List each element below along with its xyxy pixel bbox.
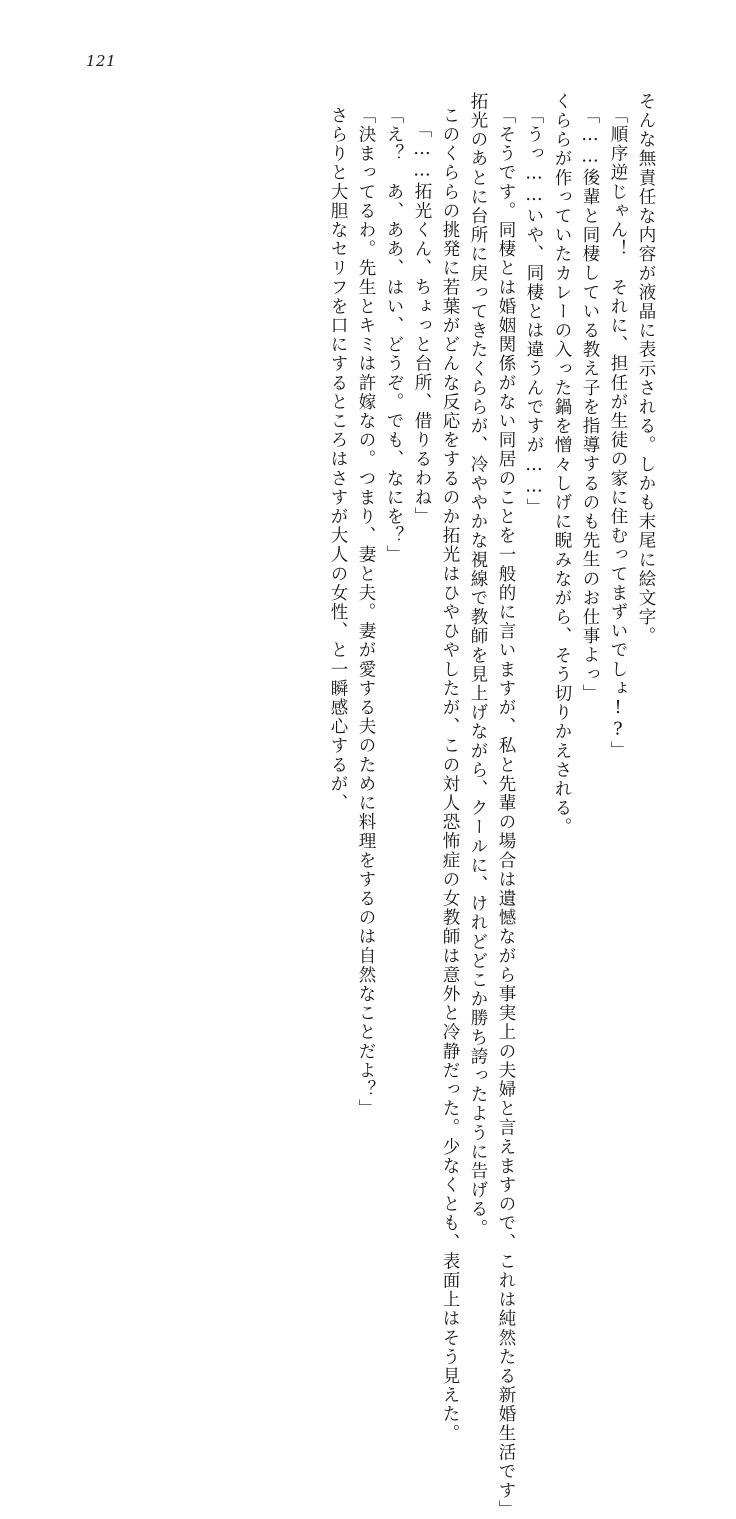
text-column: 「うっ……いや、同棲とは違うんですが……」: [524, 106, 544, 518]
text-column: 拓光のあとに台所に戻ってきたくららが、冷ややかな視線で教師を見上げながら、クールに、けれどどこか勝ち誇ったように告げる。: [468, 92, 488, 1238]
text-column: このくららの挑発に若葉がどんな反応をするのか拓光はひやひやしたが、この対人恐怖症の女教師は意外と冷静だった。少なくとも、表面上はそう見えた。: [440, 106, 460, 1443]
text-column: 「……拓光くん、ちょっと台所、借りるわね」: [412, 120, 432, 527]
text-column: そんな無責任な内容が液晶に表示される。しかも末尾に絵文字。: [636, 92, 656, 646]
text-column: くららが作っていたカレーの入った鍋を憎々しげに睨みながら、そう切りかえされる。: [552, 92, 572, 837]
text-column: 「え？ あ、ああ、はい、どうぞ。でも、なにを？」: [384, 106, 404, 565]
text-column: 「そうです。同棲とは婚姻関係がない同居のことを一般的に言いますが、私と先輩の場合は遺憾ながら事実上の夫婦と言えますので、これは純然たる新婚生活です」: [496, 106, 516, 1519]
text-column: さらりと大胆なセリフを口にするところはさすが大人の女性、と一瞬感心するが、: [328, 106, 348, 813]
text-column: 「……後輩と同棲している教え子を指導するのも先生のお仕事よっ」: [580, 106, 600, 704]
text-column: 「順序逆じゃん！ それに、担任が生徒の家に住むってまずいでしょ!?」: [608, 106, 628, 761]
page-number: 121: [86, 52, 117, 70]
vertical-text-body: [78, 92, 656, 1519]
text-column: 「決まってるわ。先生とキミは許嫁なの。つまり、妻と夫。妻が愛する夫のために料理をするのは自然なことだよ？」: [356, 106, 376, 1119]
